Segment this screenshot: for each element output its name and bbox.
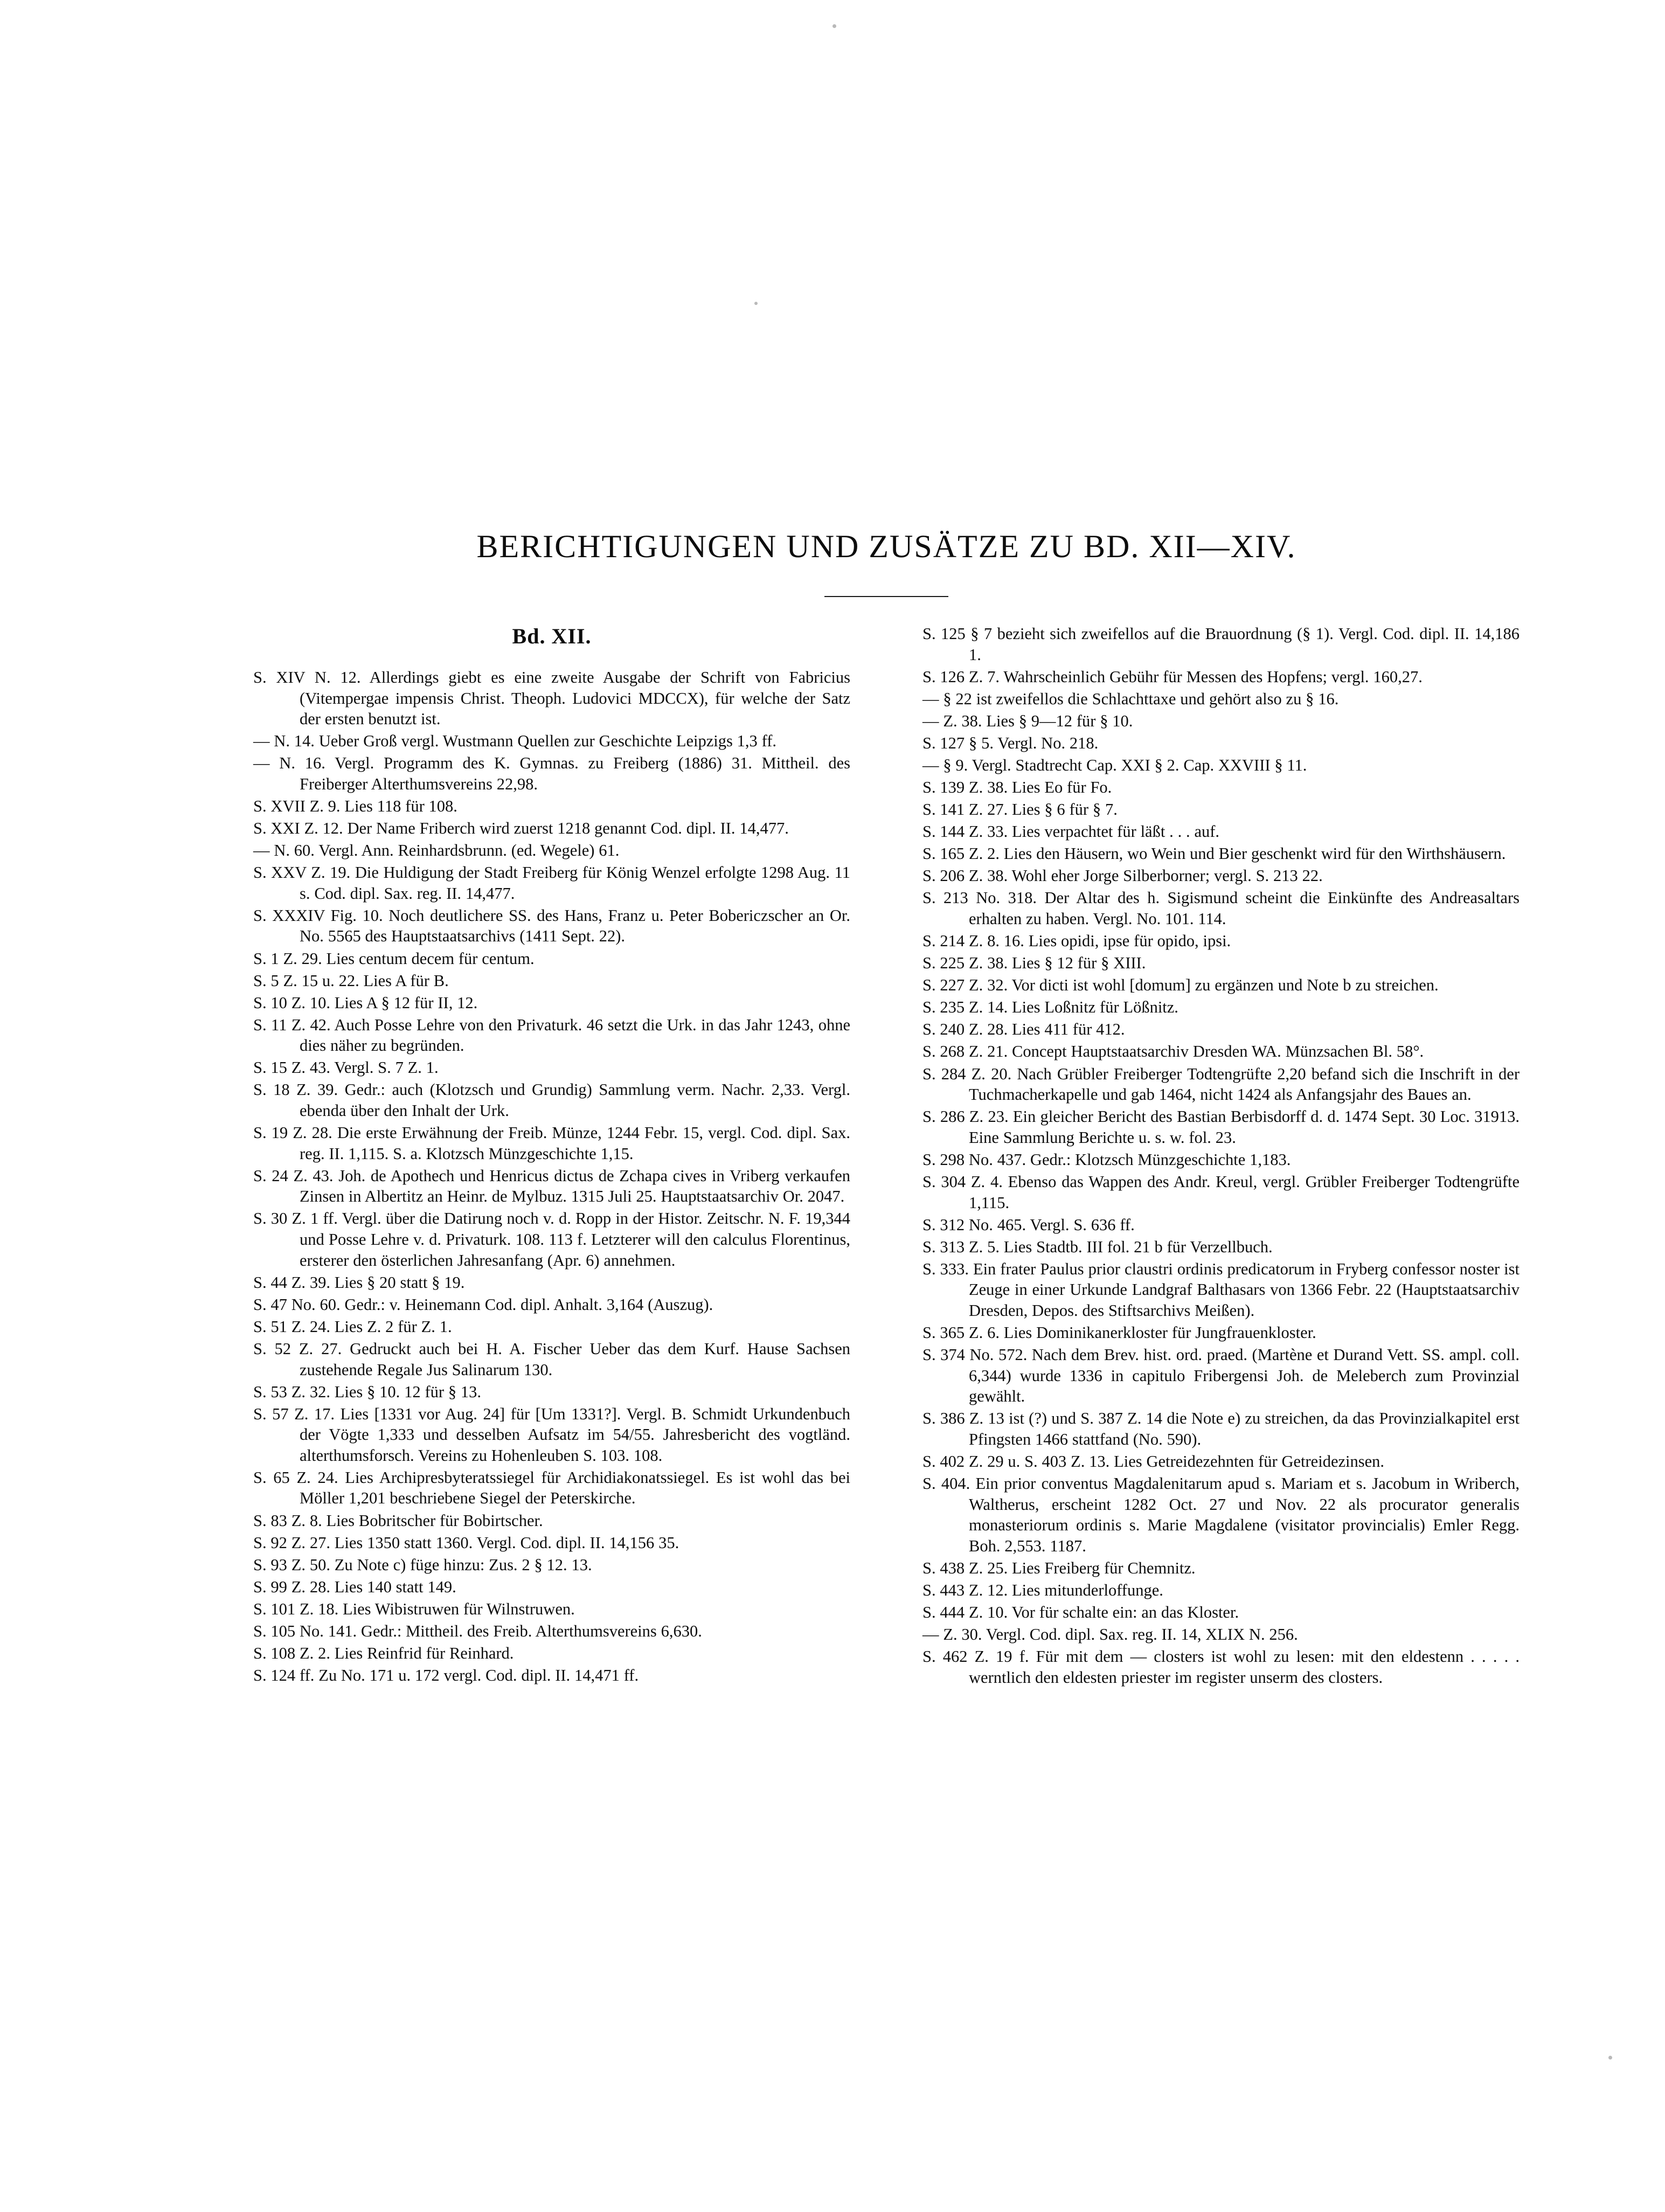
- errata-entry: S. 214 Z. 8. 16. Lies opidi, ipse für opido, ipsi.: [922, 932, 1231, 951]
- title-divider: [253, 590, 1520, 600]
- errata-entry: S. 402 Z. 29 u. S. 403 Z. 13. Lies Getreidezehnten für Getreidezinsen.: [922, 1452, 1385, 1471]
- right-column-entries: [922, 623, 1520, 1688]
- errata-entry: S. 213 No. 318. Der Altar des h. Sigismund scheint die Einkünfte des Andreasaltars erhalten zu haben. Vergl. No. 101. 114.: [922, 889, 1520, 928]
- errata-entry: S. 438 Z. 25. Lies Freiberg für Chemnitz.: [922, 1558, 1196, 1577]
- errata-entry: S. 312 No. 465. Vergl. S. 636 ff.: [922, 1215, 1135, 1234]
- errata-entry: S. 127 § 5. Vergl. No. 218.: [922, 733, 1099, 752]
- errata-entry: — N. 14. Ueber Groß vergl. Wustmann Quellen zur Geschichte Leipzigs 1,3 ff.: [253, 732, 776, 751]
- errata-page: [253, 528, 1520, 1689]
- errata-entry: S. 101 Z. 18. Lies Wibistruwen für Wilnstruwen.: [253, 1599, 575, 1618]
- errata-entry: S. 225 Z. 38. Lies § 12 für § XIII.: [922, 954, 1146, 973]
- two-column-body: [253, 623, 1520, 1689]
- errata-entry: S. XIV N. 12. Allerdings giebt es eine zweite Ausgabe der Schrift von Fabricius (Vitempergae impensis Christ. Theoph. Ludovici MDCCX), für welche der Satz der ersten benutzt ist.: [253, 668, 850, 729]
- errata-entry: S. XVII Z. 9. Lies 118 für 108.: [253, 796, 457, 815]
- errata-entry: S. 10 Z. 10. Lies A § 12 für II, 12.: [253, 993, 478, 1012]
- errata-entry: S. 1 Z. 29. Lies centum decem für centum.: [253, 949, 535, 968]
- errata-entry: S. 374 No. 572. Nach dem Brev. hist. ord. praed. (Martène et Durand Vett. SS. ampl. coll. 6,344) wurde 1336 in capitulo Fribergensi Joh. de Meleberch zum Provinzial gewählt.: [922, 1346, 1520, 1406]
- errata-entry: S. 227 Z. 32. Vor dicti ist wohl [domum] zu ergänzen und Note b zu streichen.: [922, 976, 1439, 995]
- errata-entry: S. 444 Z. 10. Vor für schalte ein: an das Kloster.: [922, 1603, 1239, 1622]
- errata-entry: S. 92 Z. 27. Lies 1350 statt 1360. Vergl. Cod. dipl. II. 14,156 35.: [253, 1533, 679, 1552]
- errata-entry: — Z. 30. Vergl. Cod. dipl. Sax. reg. II. 14, XLIX N. 256.: [922, 1625, 1298, 1644]
- errata-entry: S. 165 Z. 2. Lies den Häusern, wo Wein und Bier geschenkt wird für den Wirthshäusern.: [922, 844, 1506, 863]
- errata-entry: S. 65 Z. 24. Lies Archipresbyteratssiegel für Archidiakonatssiegel. Es ist wohl das bei Möller 1,201 beschriebene Siegel der Peterskirche.: [253, 1468, 850, 1508]
- page-speck: [754, 302, 758, 305]
- errata-entry: — N. 16. Vergl. Programm des K. Gymnas. zu Freiberg (1886) 31. Mittheil. des Freiberger Alterthumsvereins 22,98.: [253, 754, 850, 793]
- errata-entry: S. 19 Z. 28. Die erste Erwähnung der Freib. Münze, 1244 Febr. 15, vergl. Cod. dipl. Sax. reg. II. 1,115. S. a. Klotzsch Münzgeschichte 1,15.: [253, 1124, 850, 1163]
- errata-entry: S. 52 Z. 27. Gedruckt auch bei H. A. Fischer Ueber das dem Kurf. Hause Sachsen zustehende Regale Jus Salinarum 130.: [253, 1339, 850, 1379]
- left-column: [253, 623, 850, 1687]
- errata-entry: S. 125 § 7 bezieht sich zweifellos auf die Brauordnung (§ 1). Vergl. Cod. dipl. II. 14,186 1.: [922, 625, 1520, 664]
- errata-entry: S. 57 Z. 17. Lies [1331 vor Aug. 24] für [Um 1331?]. Vergl. B. Schmidt Urkundenbuch der Vögte 1,333 und desselben Aufsatz im 54/55. Jahresbericht des vogtländ. alterthumsforsch. Vereins zu Hohenleuben S. 103. 108.: [253, 1404, 850, 1465]
- errata-entry: S. 44 Z. 39. Lies § 20 statt § 19.: [253, 1273, 465, 1292]
- errata-entry: S. 47 No. 60. Gedr.: v. Heinemann Cod. dipl. Anhalt. 3,164 (Auszug).: [253, 1295, 713, 1314]
- errata-entry: S. 298 No. 437. Gedr.: Klotzsch Münzgeschichte 1,183.: [922, 1150, 1291, 1169]
- errata-entry: S. 304 Z. 4. Ebenso das Wappen des Andr. Kreul, vergl. Grübler Freiberger Todtengrüfte 1,115.: [922, 1172, 1520, 1212]
- errata-entry: — Z. 38. Lies § 9—12 für § 10.: [922, 711, 1133, 730]
- errata-entry: S. 206 Z. 38. Wohl eher Jorge Silberborner; vergl. S. 213 22.: [922, 866, 1323, 885]
- errata-entry: S. XXV Z. 19. Die Huldigung der Stadt Freiberg für König Wenzel erfolgte 1298 Aug. 11 s. Cod. dipl. Sax. reg. II. 14,477.: [253, 863, 850, 903]
- errata-entry: S. 235 Z. 14. Lies Loßnitz für Lößnitz.: [922, 998, 1178, 1017]
- errata-entry: S. 105 No. 141. Gedr.: Mittheil. des Freib. Alterthumsvereins 6,630.: [253, 1621, 702, 1640]
- errata-entry: S. 11 Z. 42. Auch Posse Lehre von den Privaturk. 46 setzt die Urk. in das Jahr 1243, ohne dies näher zu begründen.: [253, 1015, 850, 1055]
- page-speck: [1608, 2056, 1612, 2060]
- errata-entry: S. 53 Z. 32. Lies § 10. 12 für § 13.: [253, 1382, 482, 1401]
- section-heading-bd-xii: Bd. XII.: [512, 624, 592, 648]
- errata-entry: S. 284 Z. 20. Nach Grübler Freiberger Todtengrüfte 2,20 befand sich die Inschrift in der Tuchmacherkapelle und gab 1464, nicht 1424 als Anfangsjahr des Baues an.: [922, 1064, 1520, 1104]
- errata-entry: S. 126 Z. 7. Wahrscheinlich Gebühr für Messen des Hopfens; vergl. 160,27.: [922, 667, 1423, 686]
- errata-entry: S. 141 Z. 27. Lies § 6 für § 7.: [922, 800, 1118, 819]
- errata-entry: S. XXXIV Fig. 10. Noch deutlichere SS. des Hans, Franz u. Peter Bobericzscher an Or. No. 5565 des Hauptstaatsarchivs (1411 Sept. 22).: [253, 906, 850, 946]
- errata-entry: S. 404. Ein prior conventus Magdalenitarum apud s. Mariam et s. Jacobum in Wriberch, Waltherus, erscheint 1282 Oct. 27 und Nov. 22 als procurator generalis monasteriorum ordinis s. Marie Magdalene (visitator provincialis) Emler Regg. Boh. 2,553. 1187.: [922, 1474, 1520, 1555]
- errata-entry: S. 462 Z. 19 f. Für mit dem — closters ist wohl zu lesen: mit den eldestenn . . . . . werntlich den eldesten priester im register unserm des closters.: [922, 1647, 1520, 1687]
- left-column-entries: [253, 667, 850, 1686]
- errata-entry: S. XXI Z. 12. Der Name Friberch wird zuerst 1218 genannt Cod. dipl. II. 14,477.: [253, 819, 789, 838]
- errata-entry: S. 365 Z. 6. Lies Dominikanerkloster für Jungfrauenkloster.: [922, 1323, 1316, 1342]
- errata-entry: S. 139 Z. 38. Lies Eo für Fo.: [922, 778, 1112, 797]
- errata-entry: S. 443 Z. 12. Lies mitunderloffunge.: [922, 1580, 1163, 1599]
- errata-entry: S. 30 Z. 1 ff. Vergl. über die Datirung noch v. d. Ropp in der Histor. Zeitschr. N. F. 19,344 und Posse Lehre v. d. Privaturk. 108. 113 f. Letzterer will den calculus Florentinus, ersterer den österlichen Jahresanfang (Apr. 6) annehmen.: [253, 1209, 850, 1270]
- errata-entry: S. 99 Z. 28. Lies 140 statt 149.: [253, 1577, 456, 1596]
- errata-entry: S. 333. Ein frater Paulus prior claustri ordinis predicatorum in Fryberg confessor noster ist Zeuge in einer Urkunde Landgraf Balthasars von 1366 Febr. 22 (Hauptstaatsarchiv Dresden, Depos. des Stiftsarchivs Meißen).: [922, 1259, 1520, 1320]
- errata-entry: S. 286 Z. 23. Ein gleicher Bericht des Bastian Berbisdorff d. d. 1474 Sept. 30 Loc. 31913. Eine Sammlung Berichte u. s. w. fol. 23.: [922, 1107, 1520, 1147]
- errata-entry: S. 240 Z. 28. Lies 411 für 412.: [922, 1020, 1125, 1039]
- page-title: BERICHTIGUNGEN UND ZUSÄTZE ZU BD. XII—XIV.: [476, 529, 1296, 564]
- errata-entry: S. 51 Z. 24. Lies Z. 2 für Z. 1.: [253, 1317, 452, 1336]
- errata-entry: S. 83 Z. 8. Lies Bobritscher für Bobirtscher.: [253, 1511, 543, 1530]
- errata-entry: S. 386 Z. 13 ist (?) und S. 387 Z. 14 die Note e) zu streichen, da das Provinzialkapitel erst Pfingsten 1466 stattfand (No. 590).: [922, 1409, 1520, 1448]
- errata-entry: S. 5 Z. 15 u. 22. Lies A für B.: [253, 971, 449, 990]
- errata-entry: S. 15 Z. 43. Vergl. S. 7 Z. 1.: [253, 1058, 439, 1077]
- errata-entry: S. 108 Z. 2. Lies Reinfrid für Reinhard.: [253, 1644, 514, 1663]
- errata-entry: S. 18 Z. 39. Gedr.: auch (Klotzsch und Grundig) Sammlung verm. Nachr. 2,33. Vergl. ebenda über den Inhalt der Urk.: [253, 1080, 850, 1120]
- errata-entry: S. 124 ff. Zu No. 171 u. 172 vergl. Cod. dipl. II. 14,471 ff.: [253, 1666, 639, 1685]
- page-speck: [832, 24, 836, 28]
- right-column: [922, 623, 1520, 1689]
- errata-entry: — N. 60. Vergl. Ann. Reinhardsbrunn. (ed. Wegele) 61.: [253, 841, 620, 860]
- errata-entry: S. 144 Z. 33. Lies verpachtet für läßt . . . auf.: [922, 822, 1220, 841]
- errata-entry: S. 268 Z. 21. Concept Hauptstaatsarchiv Dresden WA. Münzsachen Bl. 58°.: [922, 1042, 1424, 1061]
- errata-entry: S. 24 Z. 43. Joh. de Apothech und Henricus dictus de Zchapa cives in Vriberg verkaufen Zinsen in Albertitz an Heinr. de Mylbuz. 1315 Juli 25. Hauptstaatsarchiv Or. 2047.: [253, 1166, 850, 1206]
- errata-entry: S. 93 Z. 50. Zu Note c) füge hinzu: Zus. 2 § 12. 13.: [253, 1555, 592, 1574]
- errata-entry: — § 22 ist zweifellos die Schlachttaxe und gehört also zu § 16.: [922, 689, 1339, 708]
- errata-entry: — § 9. Vergl. Stadtrecht Cap. XXI § 2. Cap. XXVIII § 11.: [922, 755, 1307, 774]
- errata-entry: S. 313 Z. 5. Lies Stadtb. III fol. 21 b für Verzellbuch.: [922, 1237, 1273, 1256]
- horizontal-rule: [824, 596, 948, 597]
